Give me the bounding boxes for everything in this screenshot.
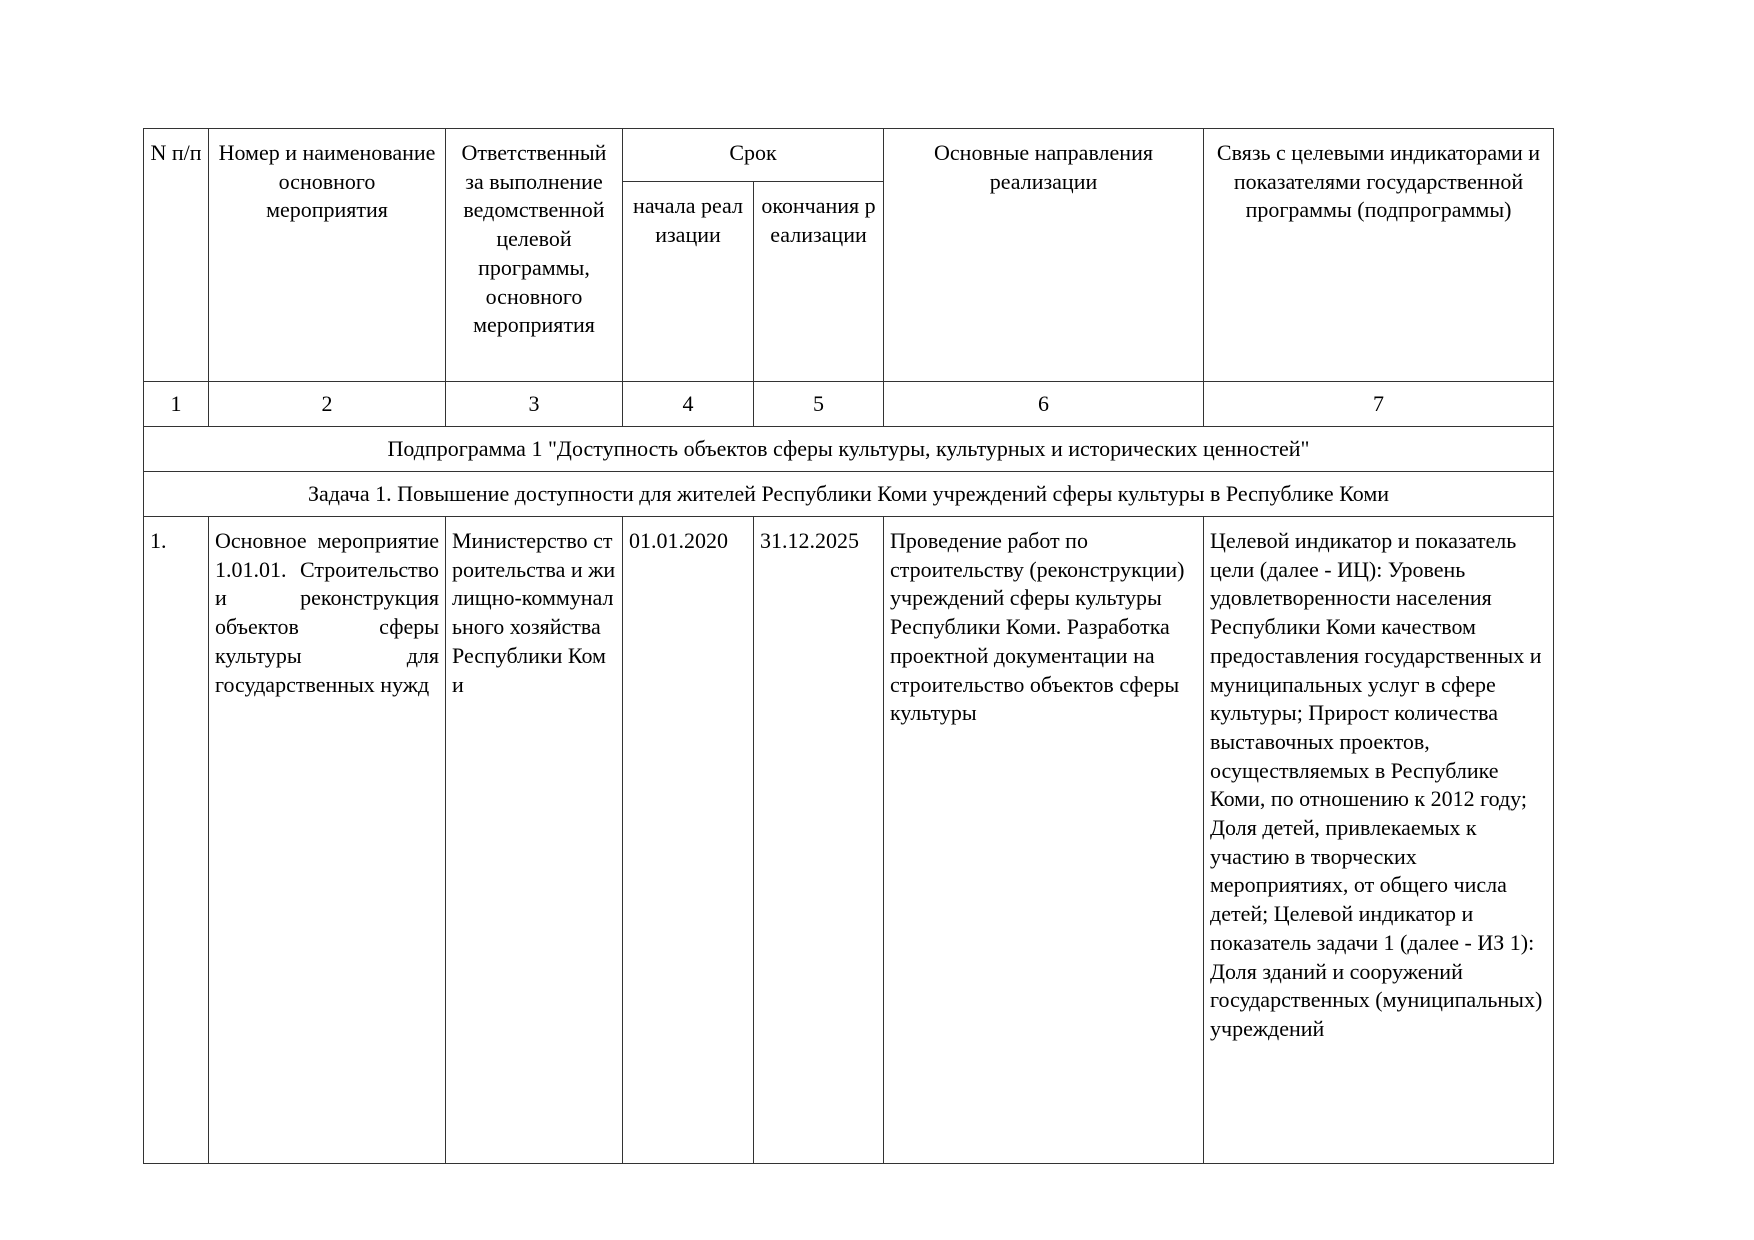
header-directions: Основные направления реализации (884, 129, 1204, 382)
indicator-link: Целевой индикатор и показатель цели (далее - ИЦ): Уровень удовлетворенности населения Республики Коми качеством предоставления государственных и муниципальных услуг в сфере культуры; Прирост количества выставочных проектов, осуществляемых в Республике Коми, по отношению к 2012 году; Доля детей, привлекаемых к участию в творческих мероприятиях, от общего числа детей; Целевой индикатор и показатель задачи 1 (далее - ИЗ 1): Доля зданий и сооружений государственных (муниципальных) учреждений (1204, 517, 1554, 1164)
column-number: 7 (1204, 382, 1554, 427)
header-end: окончания реализации (754, 182, 884, 382)
subprogram-title: Подпрограмма 1 "Доступность объектов сферы культуры, культурных и исторических ценностей" (144, 427, 1554, 472)
table-row (144, 517, 1554, 1164)
column-number: 6 (884, 382, 1204, 427)
header-n: N п/п (144, 129, 209, 382)
column-number: 5 (754, 382, 884, 427)
column-number: 2 (209, 382, 446, 427)
header-name: Номер и наименование основного мероприятия (209, 129, 446, 382)
end-date: 31.12.2025 (754, 517, 884, 1164)
row-number: 1. (144, 517, 209, 1164)
header-start: начала реализации (623, 182, 754, 382)
header-responsible: Ответственный за выполнение ведомственной целевой программы, основного мероприятия (446, 129, 623, 382)
header-link: Связь с целевыми индикаторами и показателями государственной программы (подпрограммы) (1204, 129, 1554, 382)
start-date: 01.01.2020 (623, 517, 754, 1164)
header-term: Срок (623, 129, 884, 182)
responsible: Министерство строительства и жилищно-коммунального хозяйства Республики Коми (446, 517, 623, 1164)
column-number: 4 (623, 382, 754, 427)
activity-name: Основное мероприятие 1.01.01. Строительство и реконструкция объектов сферы культуры для государственных нужд (209, 517, 446, 1164)
column-number: 1 (144, 382, 209, 427)
column-number: 3 (446, 382, 623, 427)
directions: Проведение работ по строительству (реконструкции) учреждений сферы культуры Республики Коми. Разработка проектной документации на строительство объектов сферы культуры (884, 517, 1204, 1164)
activities-table (143, 128, 1554, 1164)
task-title: Задача 1. Повышение доступности для жителей Республики Коми учреждений сферы культуры в Республике Коми (144, 472, 1554, 517)
column-numbers-row (144, 382, 1554, 427)
